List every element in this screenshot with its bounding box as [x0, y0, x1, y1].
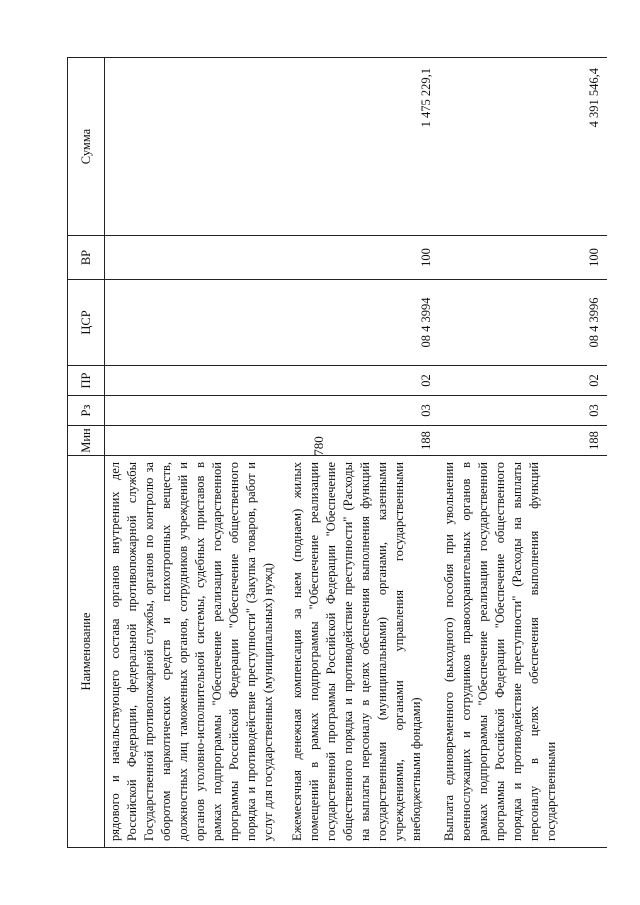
row-csr [105, 280, 287, 366]
budget-table [67, 57, 607, 848]
row-name: Ежемесячная денежная компенсация за наем (поднаем) жилых помещений в рамках подпрограммы "Обеспечение реализации государственной программы Российской Федерации "Обеспечение общественного порядка и противодействие преступности" (Расходы на выплаты персоналу в целях обеспечения выполнения функций государственными (муниципальными) органами, казенными учреждениями, органами управления государственными внебюджетными фондами) [287, 456, 439, 848]
table-row [287, 58, 439, 848]
row-min [105, 426, 287, 456]
header-vr: ВР [68, 236, 105, 280]
header-sum: Сумма [68, 58, 105, 236]
row-csr: 08 4 3994 [287, 280, 439, 366]
row-vr: 100 [439, 236, 607, 280]
page-number: 780 [311, 436, 326, 456]
row-vr [105, 236, 287, 280]
rotated-table-container [67, 58, 612, 848]
header-pr: ПР [68, 366, 105, 396]
table-row [439, 58, 607, 848]
row-vr: 100 [287, 236, 439, 280]
row-pr [105, 366, 287, 396]
row-pr: 02 [287, 366, 439, 396]
table-row [105, 58, 287, 848]
row-rz [105, 396, 287, 426]
row-name: рядового и начальствующего состава органов внутренних дел Российской Федерации, федеральной противопожарной службы Государственной противопожарной службы, органов по контролю за оборотом наркотических средств и психотропных веществ, должностных лиц таможенных органов, сотрудников учреждений и органов уголовно-исполнительной системы, судебных приставов в рамках подпрограммы "Обеспечение реализации государственной программы Российской Федерации "Обеспечение общественного порядка и противодействие преступности" (Закупка товаров, работ и услуг для государственных (муниципальных) нужд) [105, 456, 287, 848]
row-sum: 4 391 546,4 [439, 58, 607, 236]
row-sum: 1 475 229,1 [287, 58, 439, 236]
row-rz: 03 [287, 396, 439, 426]
header-rz: Рз [68, 396, 105, 426]
row-rz: 03 [439, 396, 607, 426]
row-min: 188 [287, 426, 439, 456]
header-csr: ЦСР [68, 280, 105, 366]
row-name: Выплата единовременного (выходного) пособия при увольнении военнослужащих и сотрудников правоохранительных органов в рамках подпрограммы "Обеспечение реализации государственной программы Российской Федерации "Обеспечение общественного порядка и противодействие преступности" (Расходы на выплаты персоналу в целях обеспечения выполнения функций государственными [439, 456, 607, 848]
row-csr: 08 4 3996 [439, 280, 607, 366]
table-header-row [68, 58, 105, 848]
row-sum [105, 58, 287, 236]
header-name: Наименование [68, 456, 105, 848]
header-min: Мин [68, 426, 105, 456]
row-pr: 02 [439, 366, 607, 396]
row-min: 188 [439, 426, 607, 456]
